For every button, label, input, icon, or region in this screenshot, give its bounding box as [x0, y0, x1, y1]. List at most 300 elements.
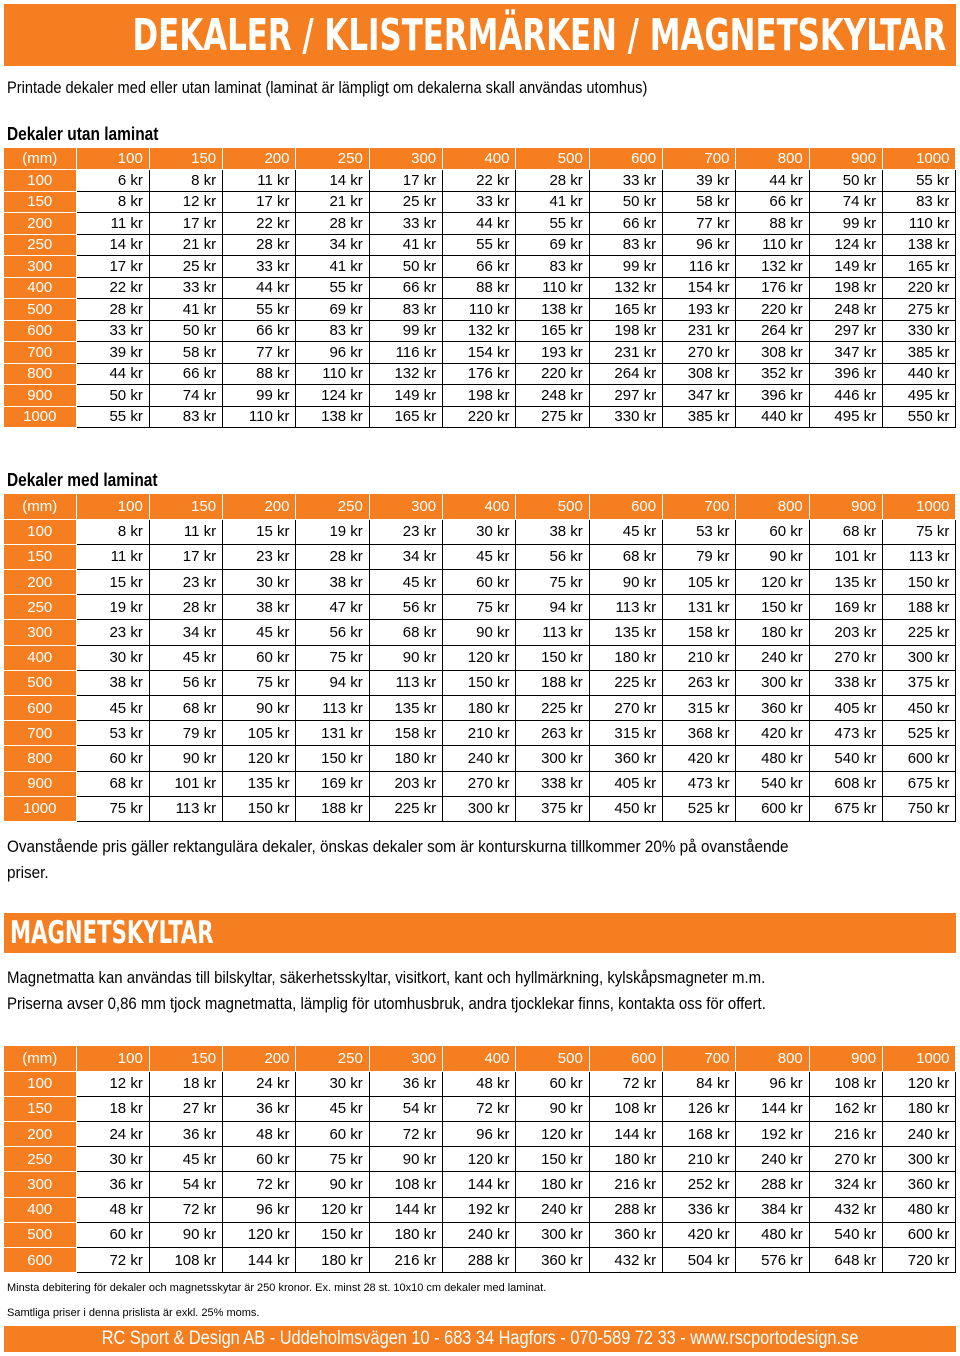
price-cell: 176 kr: [443, 363, 516, 385]
price-cell: 180 kr: [369, 1222, 442, 1247]
price-cell: 50 kr: [149, 320, 222, 342]
price-cell: 360 kr: [736, 696, 809, 721]
price-cell: 60 kr: [296, 1122, 369, 1147]
price-cell: 45 kr: [589, 519, 662, 544]
price-cell: 21 kr: [149, 234, 222, 256]
price-cell: 720 kr: [883, 1248, 956, 1273]
width-header-cell: 800: [736, 494, 809, 519]
price-cell: 96 kr: [663, 234, 736, 256]
price-cell: 210 kr: [443, 721, 516, 746]
price-cell: 264 kr: [589, 363, 662, 385]
unit-header-cell: (mm): [4, 1046, 76, 1071]
price-cell: 158 kr: [663, 620, 736, 645]
price-cell: 154 kr: [443, 342, 516, 364]
price-cell: 44 kr: [736, 170, 809, 192]
price-cell: 79 kr: [149, 721, 222, 746]
price-cell: 144 kr: [369, 1197, 442, 1222]
price-cell: 440 kr: [883, 363, 956, 385]
title-bar: [4, 4, 956, 66]
price-cell: 135 kr: [809, 570, 882, 595]
price-cell: 180 kr: [883, 1096, 956, 1121]
price-cell: 58 kr: [149, 342, 222, 364]
price-cell: 25 kr: [369, 191, 442, 213]
price-cell: 113 kr: [883, 544, 956, 569]
price-cell: 360 kr: [883, 1172, 956, 1197]
price-cell: 30 kr: [223, 570, 296, 595]
price-cell: 180 kr: [589, 1147, 662, 1172]
price-cell: 41 kr: [296, 256, 369, 278]
price-cell: 33 kr: [589, 170, 662, 192]
price-cell: 53 kr: [663, 519, 736, 544]
height-header-cell: 1000: [4, 796, 76, 821]
price-cell: 66 kr: [369, 277, 442, 299]
table-row: [4, 385, 956, 407]
price-cell: 108 kr: [369, 1172, 442, 1197]
price-cell: 240 kr: [883, 1122, 956, 1147]
price-cell: 165 kr: [369, 406, 442, 428]
height-header-cell: 250: [4, 595, 76, 620]
price-cell: 50 kr: [589, 191, 662, 213]
price-cell: 19 kr: [296, 519, 369, 544]
magnet-section-header: [4, 913, 956, 953]
price-cell: 144 kr: [443, 1172, 516, 1197]
price-cell: 450 kr: [883, 696, 956, 721]
price-cell: 30 kr: [76, 645, 149, 670]
price-cell: 11 kr: [223, 170, 296, 192]
height-header-cell: 250: [4, 234, 76, 256]
price-cell: 68 kr: [76, 771, 149, 796]
price-cell: 240 kr: [516, 1197, 589, 1222]
height-header-cell: 300: [4, 620, 76, 645]
price-cell: 225 kr: [516, 696, 589, 721]
price-cell: 60 kr: [223, 1147, 296, 1172]
contour-note: Ovanstående pris gäller rektangulära dekaler, önskas dekaler som är konturskurna tillkommer 20% på ovanstående priser.: [7, 837, 789, 882]
width-header-cell: 1000: [883, 148, 956, 170]
table-row: [4, 721, 956, 746]
price-cell: 48 kr: [223, 1122, 296, 1147]
price-cell: 120 kr: [223, 1222, 296, 1247]
price-cell: 297 kr: [809, 320, 882, 342]
price-cell: 23 kr: [369, 519, 442, 544]
table-row: [4, 544, 956, 569]
price-cell: 90 kr: [736, 544, 809, 569]
width-header-cell: 200: [223, 148, 296, 170]
company-contact: RC Sport & Design AB - Uddeholmsvägen 10 - 683 34 Hagfors - 070-589 72 33 - www.rscportodesign.se: [101, 1328, 859, 1349]
price-cell: 60 kr: [516, 1071, 589, 1096]
table-row: [4, 670, 956, 695]
price-cell: 56 kr: [149, 670, 222, 695]
price-cell: 180 kr: [736, 620, 809, 645]
width-header-cell: 500: [516, 148, 589, 170]
price-cell: 338 kr: [809, 670, 882, 695]
price-cell: 41 kr: [369, 234, 442, 256]
width-header-cell: 500: [516, 1046, 589, 1071]
price-cell: 135 kr: [223, 771, 296, 796]
price-cell: 252 kr: [663, 1172, 736, 1197]
table-row: [4, 1147, 956, 1172]
price-cell: 131 kr: [296, 721, 369, 746]
height-header-cell: 500: [4, 670, 76, 695]
height-header-cell: 100: [4, 519, 76, 544]
width-header-cell: 300: [369, 1046, 442, 1071]
price-cell: 96 kr: [223, 1197, 296, 1222]
price-cell: 154 kr: [663, 277, 736, 299]
price-cell: 193 kr: [663, 299, 736, 321]
price-cell: 90 kr: [369, 645, 442, 670]
height-header-cell: 800: [4, 746, 76, 771]
price-cell: 90 kr: [296, 1172, 369, 1197]
price-cell: 22 kr: [443, 170, 516, 192]
price-cell: 11 kr: [76, 213, 149, 235]
price-cell: 116 kr: [369, 342, 442, 364]
unit-header-cell: (mm): [4, 148, 76, 170]
price-cell: 198 kr: [809, 277, 882, 299]
price-cell: 11 kr: [149, 519, 222, 544]
width-header-cell: 600: [589, 1046, 662, 1071]
price-cell: 33 kr: [369, 213, 442, 235]
table-row: [4, 299, 956, 321]
price-cell: 17 kr: [369, 170, 442, 192]
width-header-cell: 700: [663, 148, 736, 170]
price-cell: 480 kr: [736, 1222, 809, 1247]
price-cell: 27 kr: [149, 1096, 222, 1121]
price-cell: 149 kr: [809, 256, 882, 278]
price-cell: 150 kr: [296, 746, 369, 771]
price-cell: 300 kr: [516, 746, 589, 771]
price-cell: 6 kr: [76, 170, 149, 192]
price-cell: 38 kr: [516, 519, 589, 544]
price-cell: 28 kr: [223, 234, 296, 256]
price-cell: 315 kr: [589, 721, 662, 746]
price-cell: 88 kr: [443, 277, 516, 299]
table-row: [4, 277, 956, 299]
price-cell: 308 kr: [736, 342, 809, 364]
price-cell: 120 kr: [516, 1122, 589, 1147]
table-row: [4, 696, 956, 721]
price-cell: 135 kr: [369, 696, 442, 721]
price-cell: 192 kr: [736, 1122, 809, 1147]
price-cell: 600 kr: [883, 1222, 956, 1247]
price-cell: 113 kr: [149, 796, 222, 821]
price-cell: 188 kr: [296, 796, 369, 821]
height-header-cell: 1000: [4, 406, 76, 428]
price-cell: 72 kr: [223, 1172, 296, 1197]
price-cell: 56 kr: [369, 595, 442, 620]
price-cell: 330 kr: [589, 406, 662, 428]
price-cell: 446 kr: [809, 385, 882, 407]
section-title-med-laminat: Dekaler med laminat: [7, 470, 158, 490]
height-header-cell: 500: [4, 1222, 76, 1247]
price-cell: 120 kr: [883, 1071, 956, 1096]
price-cell: 108 kr: [149, 1248, 222, 1273]
price-cell: 385 kr: [883, 342, 956, 364]
price-cell: 68 kr: [149, 696, 222, 721]
width-header-cell: 250: [296, 1046, 369, 1071]
table-row: [4, 320, 956, 342]
table-row: [4, 191, 956, 213]
width-header-cell: 600: [589, 148, 662, 170]
height-header-cell: 150: [4, 544, 76, 569]
width-header-cell: 700: [663, 1046, 736, 1071]
price-cell: 105 kr: [223, 721, 296, 746]
table-row: [4, 256, 956, 278]
table-row: [4, 406, 956, 428]
price-cell: 216 kr: [809, 1122, 882, 1147]
price-cell: 75 kr: [76, 796, 149, 821]
price-cell: 96 kr: [443, 1122, 516, 1147]
price-cell: 188 kr: [516, 670, 589, 695]
price-cell: 288 kr: [589, 1197, 662, 1222]
price-cell: 90 kr: [516, 1096, 589, 1121]
table-row: [4, 1197, 956, 1222]
price-cell: 138 kr: [883, 234, 956, 256]
price-cell: 263 kr: [663, 670, 736, 695]
price-cell: 131 kr: [663, 595, 736, 620]
price-cell: 90 kr: [369, 1147, 442, 1172]
price-cell: 68 kr: [369, 620, 442, 645]
price-cell: 120 kr: [736, 570, 809, 595]
height-header-cell: 400: [4, 277, 76, 299]
price-cell: 138 kr: [296, 406, 369, 428]
price-cell: 45 kr: [369, 570, 442, 595]
price-cell: 248 kr: [809, 299, 882, 321]
price-cell: 165 kr: [516, 320, 589, 342]
price-cell: 75 kr: [296, 1147, 369, 1172]
price-cell: 126 kr: [663, 1096, 736, 1121]
height-header-cell: 900: [4, 385, 76, 407]
section-title-utan-laminat: Dekaler utan laminat: [7, 124, 159, 144]
price-cell: 405 kr: [589, 771, 662, 796]
table-row: [4, 1071, 956, 1096]
width-header-cell: 100: [76, 1046, 149, 1071]
price-cell: 60 kr: [736, 519, 809, 544]
height-header-cell: 400: [4, 1197, 76, 1222]
price-cell: 50 kr: [369, 256, 442, 278]
width-header-cell: 400: [443, 148, 516, 170]
width-header-cell: 200: [223, 1046, 296, 1071]
price-cell: 101 kr: [149, 771, 222, 796]
price-cell: 150 kr: [223, 796, 296, 821]
width-header-cell: 250: [296, 494, 369, 519]
price-cell: 352 kr: [736, 363, 809, 385]
price-cell: 113 kr: [369, 670, 442, 695]
price-table-med-laminat: [4, 494, 956, 822]
price-cell: 216 kr: [369, 1248, 442, 1273]
price-cell: 360 kr: [516, 1248, 589, 1273]
intro-text: Printade dekaler med eller utan laminat (laminat är lämpligt om dekalerna skall användas utomhus): [7, 78, 648, 97]
price-cell: 11 kr: [76, 544, 149, 569]
height-header-cell: 400: [4, 645, 76, 670]
price-cell: 66 kr: [223, 320, 296, 342]
price-cell: 33 kr: [443, 191, 516, 213]
price-cell: 110 kr: [443, 299, 516, 321]
table-row: [4, 1248, 956, 1273]
price-cell: 30 kr: [296, 1071, 369, 1096]
price-cell: 110 kr: [736, 234, 809, 256]
height-header-cell: 800: [4, 363, 76, 385]
price-table-utan-laminat: [4, 148, 956, 428]
price-cell: 338 kr: [516, 771, 589, 796]
price-cell: 108 kr: [809, 1071, 882, 1096]
price-cell: 66 kr: [443, 256, 516, 278]
price-cell: 44 kr: [223, 277, 296, 299]
width-header-cell: 100: [76, 494, 149, 519]
width-header-cell: 250: [296, 148, 369, 170]
price-cell: 54 kr: [369, 1096, 442, 1121]
price-cell: 94 kr: [516, 595, 589, 620]
price-cell: 540 kr: [809, 746, 882, 771]
price-cell: 220 kr: [443, 406, 516, 428]
price-cell: 14 kr: [76, 234, 149, 256]
price-cell: 58 kr: [663, 191, 736, 213]
height-header-cell: 600: [4, 1248, 76, 1273]
price-cell: 150 kr: [736, 595, 809, 620]
price-cell: 66 kr: [736, 191, 809, 213]
price-cell: 83 kr: [149, 406, 222, 428]
price-cell: 18 kr: [76, 1096, 149, 1121]
price-cell: 79 kr: [663, 544, 736, 569]
price-cell: 158 kr: [369, 721, 442, 746]
price-cell: 8 kr: [76, 519, 149, 544]
price-cell: 168 kr: [663, 1122, 736, 1147]
price-cell: 176 kr: [736, 277, 809, 299]
price-cell: 132 kr: [369, 363, 442, 385]
price-cell: 83 kr: [516, 256, 589, 278]
table-row: [4, 645, 956, 670]
price-cell: 450 kr: [589, 796, 662, 821]
price-cell: 165 kr: [589, 299, 662, 321]
price-cell: 300 kr: [443, 796, 516, 821]
price-cell: 203 kr: [809, 620, 882, 645]
price-cell: 180 kr: [443, 696, 516, 721]
width-header-cell: 900: [809, 148, 882, 170]
table-header-row: [4, 148, 956, 170]
price-cell: 550 kr: [883, 406, 956, 428]
table-row: [4, 1172, 956, 1197]
price-cell: 33 kr: [223, 256, 296, 278]
width-header-cell: 150: [149, 1046, 222, 1071]
price-cell: 38 kr: [76, 670, 149, 695]
price-cell: 30 kr: [443, 519, 516, 544]
price-cell: 149 kr: [369, 385, 442, 407]
price-cell: 216 kr: [589, 1172, 662, 1197]
price-cell: 240 kr: [443, 1222, 516, 1247]
price-cell: 17 kr: [149, 544, 222, 569]
price-cell: 75 kr: [443, 595, 516, 620]
width-header-cell: 300: [369, 148, 442, 170]
price-cell: 270 kr: [443, 771, 516, 796]
width-header-cell: 700: [663, 494, 736, 519]
price-cell: 22 kr: [76, 277, 149, 299]
price-cell: 90 kr: [589, 570, 662, 595]
price-cell: 38 kr: [296, 570, 369, 595]
price-cell: 180 kr: [369, 746, 442, 771]
price-cell: 347 kr: [663, 385, 736, 407]
price-cell: 75 kr: [296, 645, 369, 670]
height-header-cell: 600: [4, 696, 76, 721]
price-cell: 150 kr: [883, 570, 956, 595]
height-header-cell: 700: [4, 342, 76, 364]
table-header-row: [4, 494, 956, 519]
price-cell: 600 kr: [736, 796, 809, 821]
price-cell: 300 kr: [736, 670, 809, 695]
price-cell: 69 kr: [296, 299, 369, 321]
price-cell: 385 kr: [663, 406, 736, 428]
width-header-cell: 600: [589, 494, 662, 519]
price-cell: 480 kr: [883, 1197, 956, 1222]
price-cell: 99 kr: [809, 213, 882, 235]
price-cell: 60 kr: [76, 1222, 149, 1247]
price-cell: 180 kr: [516, 1172, 589, 1197]
price-cell: 75 kr: [223, 670, 296, 695]
magnet-section-title: MAGNETSKYLTAR: [10, 915, 214, 951]
width-header-cell: 900: [809, 1046, 882, 1071]
price-cell: 23 kr: [76, 620, 149, 645]
price-cell: 105 kr: [663, 570, 736, 595]
price-cell: 68 kr: [589, 544, 662, 569]
height-header-cell: 250: [4, 1147, 76, 1172]
price-cell: 300 kr: [516, 1222, 589, 1247]
price-cell: 347 kr: [809, 342, 882, 364]
price-cell: 38 kr: [223, 595, 296, 620]
height-header-cell: 300: [4, 1172, 76, 1197]
price-cell: 124 kr: [296, 385, 369, 407]
price-cell: 17 kr: [223, 191, 296, 213]
price-cell: 28 kr: [76, 299, 149, 321]
table-row: [4, 1096, 956, 1121]
price-cell: 72 kr: [589, 1071, 662, 1096]
price-cell: 240 kr: [736, 645, 809, 670]
price-cell: 144 kr: [736, 1096, 809, 1121]
price-cell: 88 kr: [736, 213, 809, 235]
height-header-cell: 200: [4, 1122, 76, 1147]
price-cell: 83 kr: [883, 191, 956, 213]
price-cell: 50 kr: [809, 170, 882, 192]
price-cell: 132 kr: [443, 320, 516, 342]
height-header-cell: 100: [4, 170, 76, 192]
price-cell: 110 kr: [296, 363, 369, 385]
table-row: [4, 595, 956, 620]
price-cell: 12 kr: [76, 1071, 149, 1096]
price-cell: 30 kr: [76, 1147, 149, 1172]
price-cell: 525 kr: [883, 721, 956, 746]
price-cell: 270 kr: [809, 645, 882, 670]
price-cell: 210 kr: [663, 1147, 736, 1172]
price-cell: 120 kr: [223, 746, 296, 771]
price-cell: 72 kr: [149, 1197, 222, 1222]
price-cell: 144 kr: [589, 1122, 662, 1147]
height-header-cell: 200: [4, 213, 76, 235]
height-header-cell: 300: [4, 256, 76, 278]
price-cell: 193 kr: [516, 342, 589, 364]
width-header-cell: 300: [369, 494, 442, 519]
width-header-cell: 800: [736, 148, 809, 170]
price-cell: 135 kr: [589, 620, 662, 645]
price-cell: 19 kr: [76, 595, 149, 620]
price-cell: 14 kr: [296, 170, 369, 192]
price-cell: 28 kr: [516, 170, 589, 192]
price-cell: 150 kr: [516, 645, 589, 670]
price-cell: 297 kr: [589, 385, 662, 407]
price-cell: 90 kr: [223, 696, 296, 721]
price-cell: 132 kr: [736, 256, 809, 278]
price-cell: 77 kr: [663, 213, 736, 235]
price-cell: 21 kr: [296, 191, 369, 213]
height-header-cell: 200: [4, 570, 76, 595]
price-cell: 150 kr: [296, 1222, 369, 1247]
price-cell: 83 kr: [369, 299, 442, 321]
price-cell: 45 kr: [149, 645, 222, 670]
